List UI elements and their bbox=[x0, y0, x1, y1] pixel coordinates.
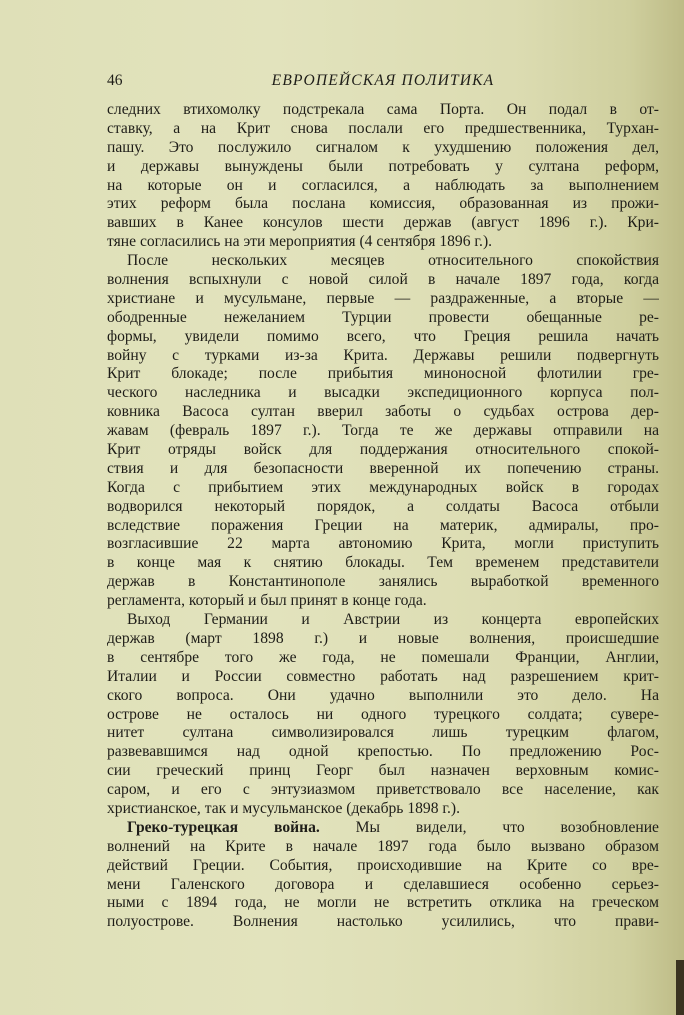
text-line: острове не осталось ни одного турецкого солдата; сувере- bbox=[107, 705, 659, 723]
text-line: нитет султана символизировался лишь турецким флагом, bbox=[107, 724, 659, 742]
text-line: После нескольких месяцев относительного спокойствия bbox=[127, 252, 659, 270]
text-line: тяне согласились на эти мероприятия (4 сентября 1896 г.). bbox=[107, 233, 493, 251]
text-line: в конце мая к снятию блокады. Тем временем представители bbox=[107, 554, 659, 572]
text-line: ободренные нежеланием Турции провести обещанные ре- bbox=[107, 308, 659, 326]
text-line: Выход Германии и Австрии из концерта европейских bbox=[127, 611, 659, 629]
paragraph bbox=[107, 252, 659, 611]
text-line: держав (март 1898 г.) и новые волнения, происшедшие bbox=[107, 629, 659, 647]
text-line: Италии и России совместно работать над разрешением крит- bbox=[107, 667, 659, 685]
paragraph bbox=[107, 611, 659, 819]
text-line: действий Греции. События, происходившие на Крите со вре- bbox=[107, 856, 659, 874]
text-line: ствия и для безопасности вверенной их попечению страны. bbox=[107, 459, 659, 477]
text-line: формы, увидели помимо всего, что Греция решила начать bbox=[107, 327, 659, 345]
text-line: полуострове. Волнения настолько усилились, что прави- bbox=[107, 913, 659, 931]
text-line: Крит блокаде; после прибытия миноносной флотилии гре- bbox=[107, 365, 659, 383]
text-line: ковника Васоса султан вверил заботы о судьбах острова дер- bbox=[107, 403, 659, 421]
text-line: христиане и мусульмане, первые — раздраженные, а вторые — bbox=[107, 289, 659, 307]
page-header bbox=[107, 70, 659, 96]
book-spine-edge bbox=[676, 960, 684, 1015]
body-text bbox=[107, 101, 659, 932]
text-line: регламента, который и был принят в конце года. bbox=[107, 592, 427, 610]
text-line: ческого наследника и высадки экспедиционного корпуса пол- bbox=[107, 384, 659, 402]
text-line: водворился некоторый порядок, а солдаты Васоса отбыли bbox=[107, 497, 659, 515]
text-line: саром, и его с энтузиазмом приветствовало все население, как bbox=[107, 781, 659, 799]
text-line: пашу. Это послужило сигналом к ухудшению положения дел, bbox=[107, 138, 659, 156]
text-line bbox=[107, 819, 659, 838]
text-line: Когда с прибытием этих международных войск в городах bbox=[107, 478, 659, 496]
book-page bbox=[107, 70, 659, 932]
text-line: волнения вспыхнули с новой силой в начале 1897 года, когда bbox=[107, 271, 659, 289]
text-line: этих реформ была послана комиссия, образованная из прожи- bbox=[107, 195, 659, 213]
text-line: и державы вынуждены были потребовать у султана реформ, bbox=[107, 157, 659, 175]
text-line: вавших в Канее консулов шести держав (август 1896 г.). Кри- bbox=[107, 214, 659, 232]
text-line: Крит отряды войск для поддержания относительного спокой- bbox=[107, 441, 659, 459]
running-title: ЕВРОПЕЙСКАЯ ПОЛИТИКА bbox=[271, 72, 495, 89]
section-heading: Греко-турецкая война. bbox=[127, 818, 320, 836]
text-line: возгласившие 22 марта автономию Крита, могли приступить bbox=[107, 535, 659, 553]
line-text: Мы видели, что возобновление bbox=[319, 818, 659, 836]
text-line: ставку, а на Крит снова послали его предшественника, Турхан- bbox=[107, 119, 659, 137]
text-line: волнений на Крите в начале 1897 года было вызвано образом bbox=[107, 837, 659, 855]
text-line: ными с 1894 года, не могли не встретить отклика на греческом bbox=[107, 894, 659, 912]
text-line: держав в Константинополе занялись выработкой временного bbox=[107, 573, 659, 591]
text-line: сии греческий принц Георг был назначен верховным комис- bbox=[107, 762, 659, 780]
text-line: мени Галенского договора и сделавшиеся особенно серьез- bbox=[107, 875, 659, 893]
paragraph bbox=[107, 101, 659, 252]
text-line: на которые он и согласился, а наблюдать за выполнением bbox=[107, 176, 659, 194]
page-number: 46 bbox=[107, 72, 123, 89]
text-line: войну с турками из-за Крита. Державы решили подвергнуть bbox=[107, 346, 659, 364]
text-line: жавам (февраль 1897 г.). Тогда те же державы отправили на bbox=[107, 422, 659, 440]
paragraph bbox=[107, 819, 659, 932]
text-line: вследствие поражения Греции на материк, адмиралы, про- bbox=[107, 516, 659, 534]
text-line: ского вопроса. Они удачно выполнили это дело. На bbox=[107, 686, 659, 704]
text-line: христианское, так и мусульманское (декабрь 1898 г.). bbox=[107, 799, 461, 817]
text-line: следних втихомолку подстрекала сама Порта. Он подал в от- bbox=[107, 101, 659, 118]
text-line: развевавшимся над одной крепостью. По предложению Рос- bbox=[107, 743, 659, 761]
text-line: в сентябре того же года, не помешали Франции, Англии, bbox=[107, 648, 659, 666]
